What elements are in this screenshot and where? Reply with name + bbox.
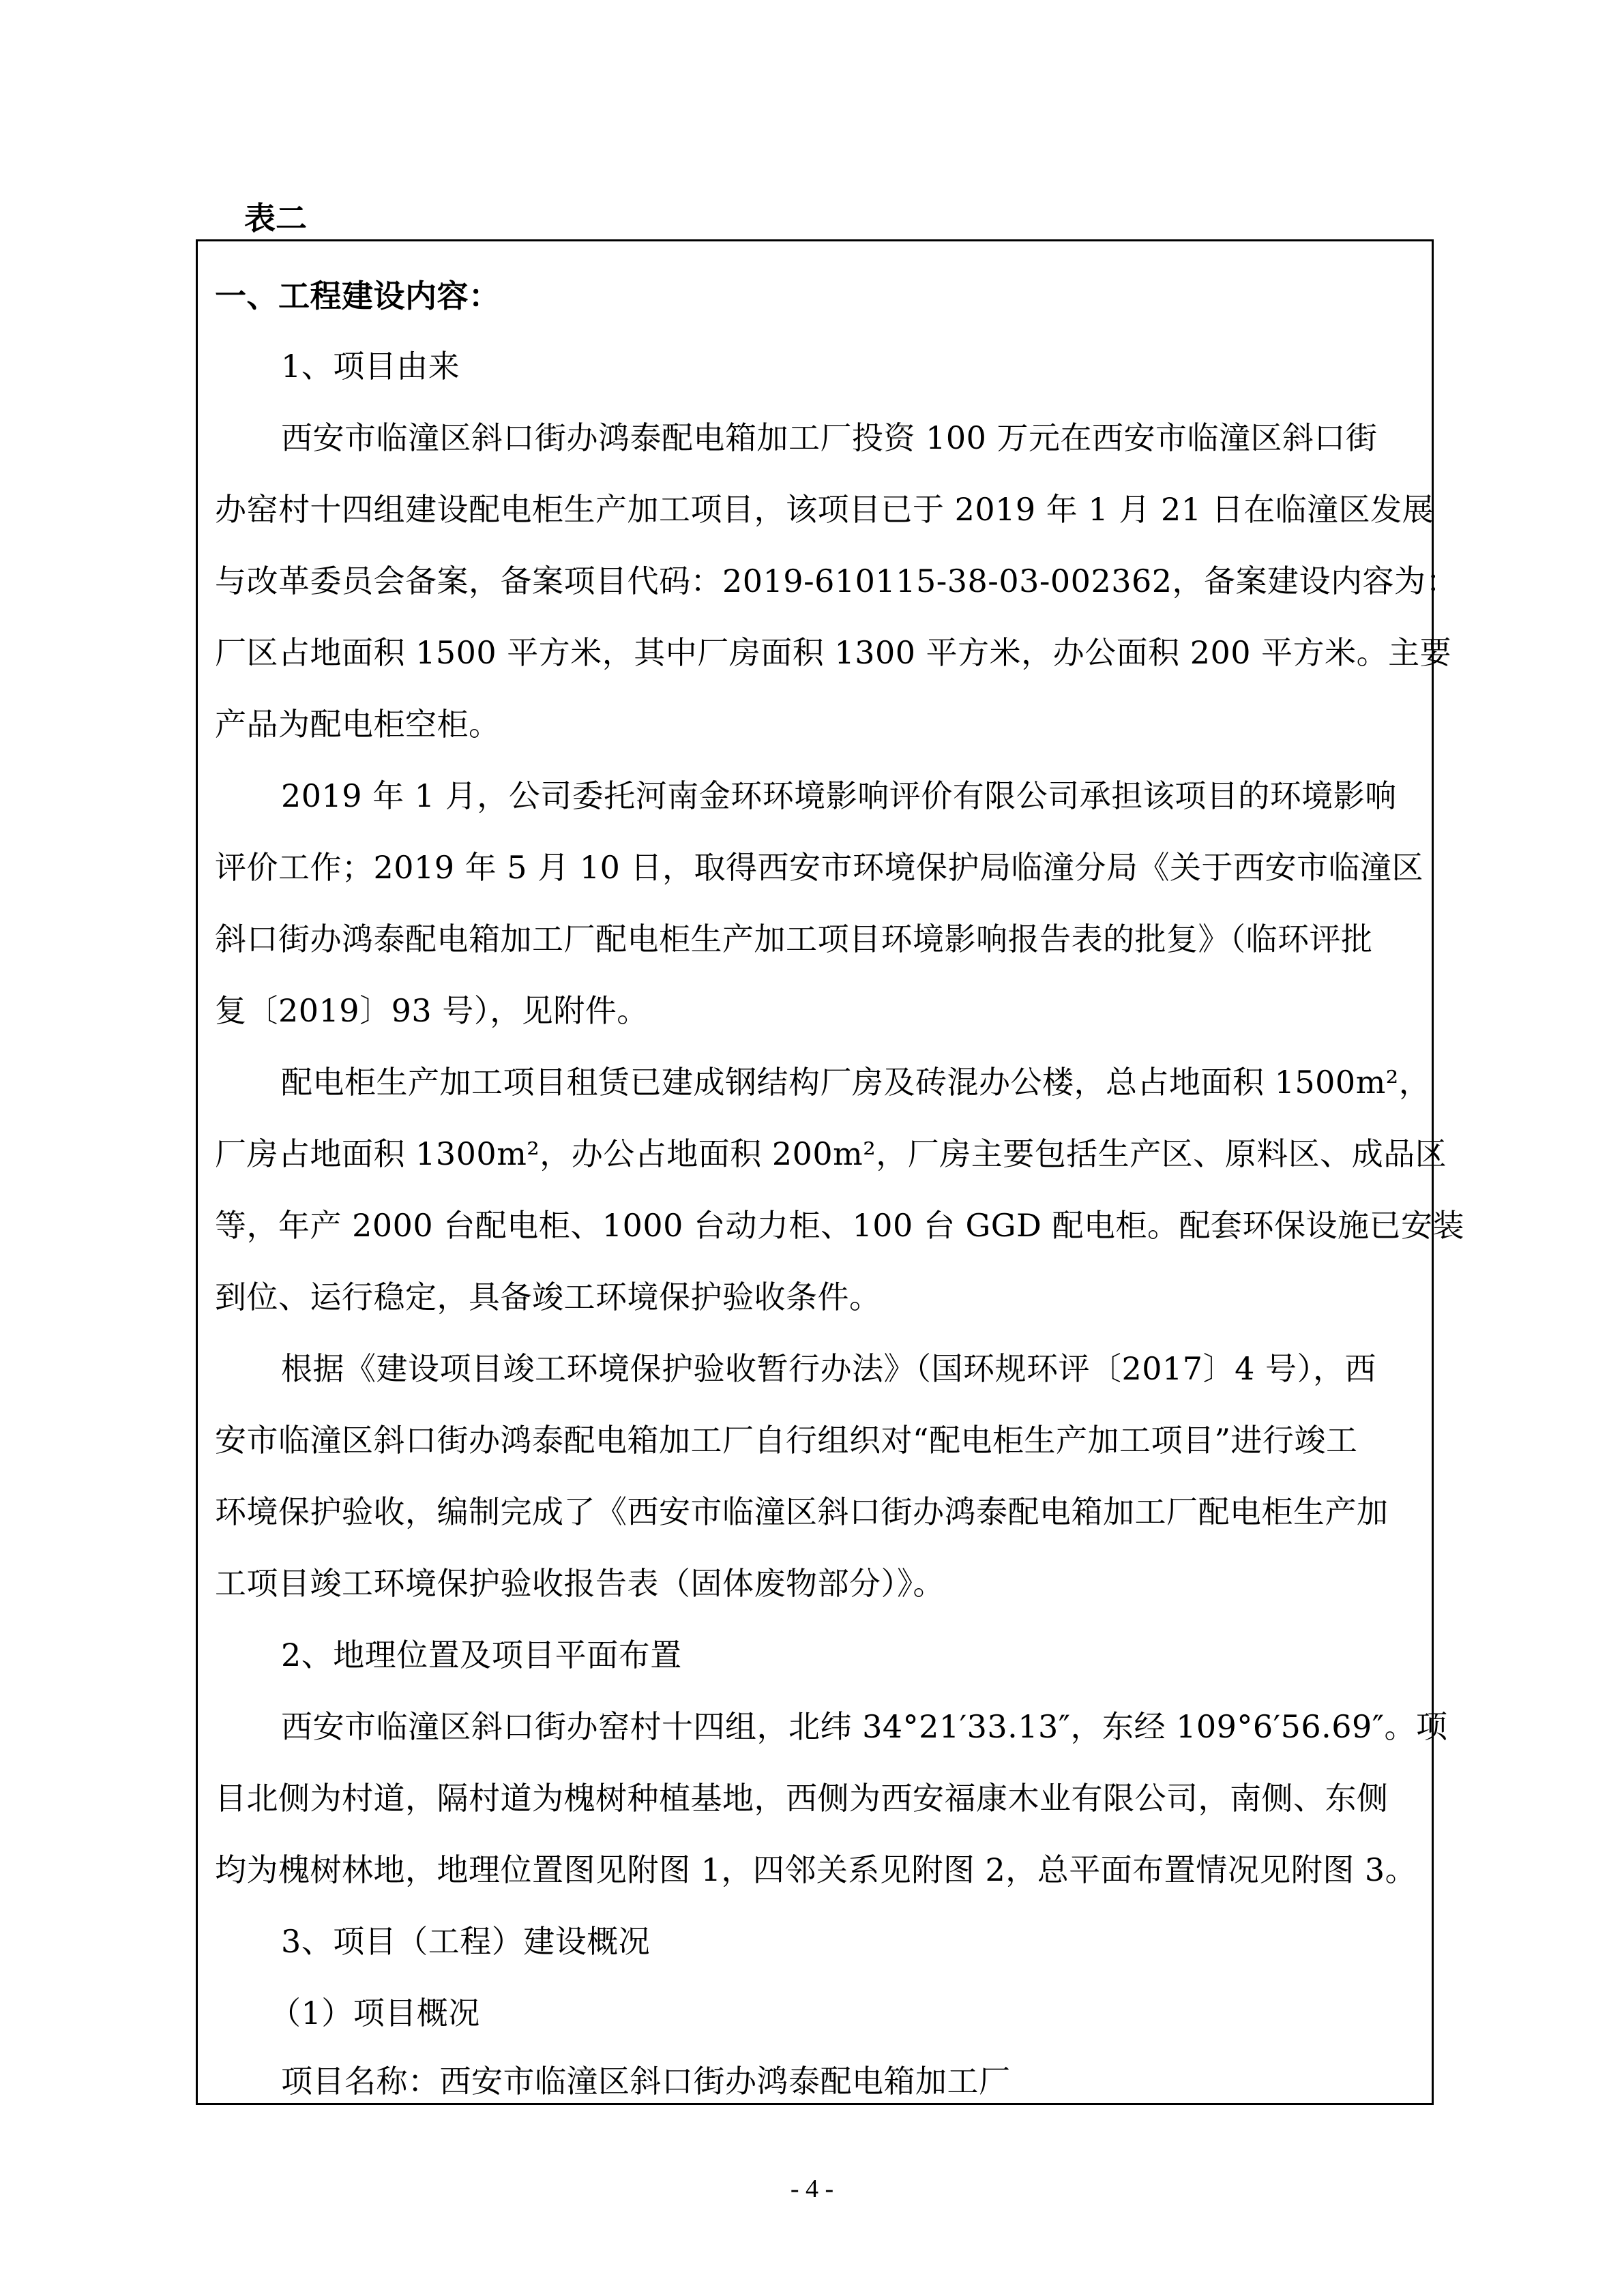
page-number: - 4 - <box>790 2175 834 2203</box>
text-line: 项目名称：西安市临潼区斜口街办鸿泰配电箱加工厂 <box>281 2063 1011 2100</box>
text-line: 2019 年 1 月，公司委托河南金环环境影响评价有限公司承担该项目的环境影响 <box>281 777 1397 814</box>
text-line: 均为槐树林地，地理位置图见附图 1，四邻关系见附图 2，总平面布置情况见附图 3。 <box>215 1851 1417 1888</box>
subheading-construction-overview: 3、项目（工程）建设概况 <box>281 1923 651 1960</box>
text-line: 工项目竣工环境保护验收报告表（固体废物部分）》。 <box>215 1565 945 1602</box>
text-line: 等，年产 2000 台配电柜、1000 台动力柜、100 台 GGD 配电柜。配套环保设施已安装 <box>215 1207 1465 1244</box>
text-line: 目北侧为村道，隔村道为槐树种植基地，西侧为西安福康木业有限公司，南侧、东侧 <box>215 1780 1389 1817</box>
text-line: 厂区占地面积 1500 平方米，其中厂房面积 1300 平方米，办公面积 200 平方米。主要 <box>215 634 1452 671</box>
section-heading-construction-content: 一、工程建设内容： <box>215 278 501 314</box>
text-line: 复〔2019〕93 号），见附件。 <box>215 992 649 1029</box>
subheading-project-overview: （1）项目概况 <box>269 1995 480 2031</box>
text-line: 西安市临潼区斜口街办鸿泰配电箱加工厂投资 100 万元在西安市临潼区斜口街 <box>281 419 1378 456</box>
text-line: 斜口街办鸿泰配电箱加工厂配电柜生产加工项目环境影响报告表的批复》（临环评批 <box>215 921 1373 957</box>
text-line: 到位、运行稳定，具备竣工环境保护验收条件。 <box>215 1279 881 1315</box>
text-line: 厂房占地面积 1300m²，办公占地面积 200m²，厂房主要包括生产区、原料区、成品区 <box>215 1135 1447 1172</box>
text-line: 评价工作；2019 年 5 月 10 日，取得西安市环境保护局临潼分局《关于西安市临潼区 <box>215 849 1423 886</box>
text-line: 根据《建设项目竣工环境保护验收暂行办法》（国环规环评〔2017〕4 号），西 <box>281 1350 1376 1387</box>
text-line: 办窑村十四组建设配电柜生产加工项目，该项目已于 2019 年 1 月 21 日在临潼区发展 <box>215 491 1434 528</box>
table-label: 表二 <box>244 200 307 237</box>
text-line: 产品为配电柜空柜。 <box>215 706 501 743</box>
text-line: 配电柜生产加工项目租赁已建成钢结构厂房及砖混办公楼，总占地面积 1500m²， <box>281 1064 1431 1101</box>
text-line: 西安市临潼区斜口街办窑村十四组，北纬 34°21′33.13″，东经 109°6′56.69″。项 <box>281 1708 1448 1745</box>
subheading-project-origin: 1、项目由来 <box>281 348 460 385</box>
text-line: 安市临潼区斜口街办鸿泰配电箱加工厂自行组织对“配电柜生产加工项目”进行竣工 <box>215 1422 1358 1459</box>
text-line: 与改革委员会备案，备案项目代码：2019-610115-38-03-002362，备案建设内容为： <box>215 563 1458 599</box>
subheading-location-layout: 2、地理位置及项目平面布置 <box>281 1637 682 1673</box>
text-line: 环境保护验收，编制完成了《西安市临潼区斜口街办鸿泰配电箱加工厂配电柜生产加 <box>215 1493 1389 1530</box>
